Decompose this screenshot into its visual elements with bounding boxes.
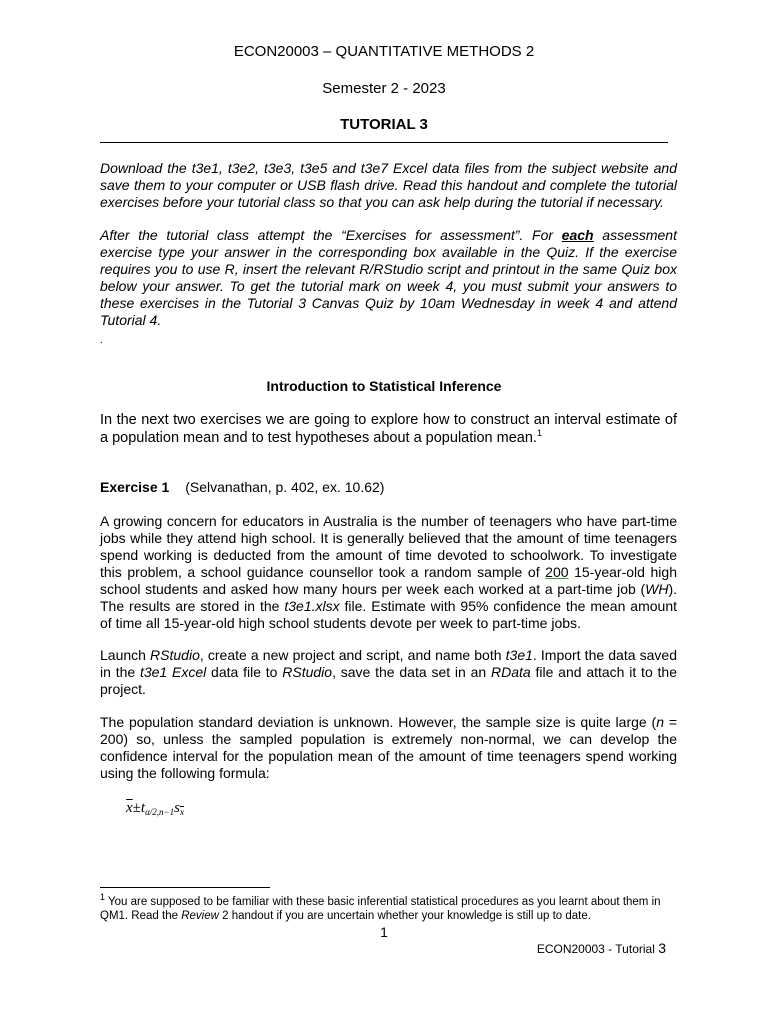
intro-paragraph-2 (100, 227, 677, 329)
footnote-ref: 1 (536, 428, 542, 439)
formula-s: s (174, 800, 180, 816)
variable-wh: WH (645, 581, 669, 597)
formula-xbar: $\overline{x}$ (126, 800, 133, 816)
ex1-p1-text-c: ). The results are stored in the (100, 581, 677, 614)
rstudio-name: RStudio (150, 647, 200, 663)
footnote-divider (100, 887, 270, 888)
ex1-p2-text-b: , create a new project and script, and name both (199, 647, 506, 663)
rstudio-name-2: RStudio (282, 664, 333, 680)
footnote-text-a: You are supposed to be familiar with these basic inferential statistical procedures as you learnt about them in QM1. Read the (100, 896, 661, 922)
variable-n: n (656, 714, 664, 730)
section-heading: Introduction to Statistical Inference (266, 378, 502, 394)
exercise-1-paragraph-3 (100, 714, 677, 782)
footer-label-text: ECON20003 - Tutorial (536, 942, 659, 956)
tutorial-title: TUTORIAL 3 (340, 116, 428, 133)
excel-file-name: t3e1 Excel (139, 664, 207, 680)
intro-p2-text-b: assessment exercise type your answer in the corresponding box available in the Quiz. If the exercise requires you to use R, insert the relevant R/RStudio script and printout in the same Quiz box below your answer. To get the tutorial mark on week 4, you must submit your answers to these exercises in the Tutorial 3 Canvas Quiz by 10am Wednesday in week 4 and attend Tutorial 4. (100, 227, 677, 328)
semester-label: Semester 2 - 2023 (322, 80, 446, 97)
intro-p2-text-a: After the tutorial class attempt the “Exercises for assessment”. For (100, 227, 562, 243)
formula-plus-minus: ± (132, 800, 141, 816)
course-title: ECON20003 – QUANTITATIVE METHODS 2 (233, 43, 535, 60)
ex1-p3-text-b: = 200) so, unless the sampled population is extremely non-normal, we can develop the confidence interval for the population mean of the amount of time teenagers spend working using the following formula: (100, 714, 677, 781)
project-name: t3e1 (505, 647, 533, 663)
stray-dot: . (100, 335, 103, 346)
exercise-1-heading (100, 479, 677, 496)
ex1-p2-text-e: , save the data set in an (332, 664, 491, 680)
exercise-reference: (Selvanathan, p. 402, ex. 10.62) (185, 479, 385, 495)
section-intro-text: In the next two exercises we are going to explore how to construct an interval estimate of a population mean and to test hypotheses about a population mean. (100, 412, 677, 446)
footer-label-number: 3 (658, 940, 666, 956)
ex1-p3-text-a: The population standard deviation is unknown. However, the sample size is quite large ( (100, 714, 657, 730)
confidence-interval-formula (126, 800, 184, 821)
exercise-label: Exercise 1 (100, 479, 170, 495)
sample-size-200: 200 (545, 564, 569, 580)
emphasis-each: each (561, 227, 594, 243)
exercise-1-paragraph-1 (100, 513, 677, 632)
section-intro (100, 411, 677, 447)
footnote-mark: 1 (100, 892, 106, 903)
ex1-p2-text-f: file and attach it to the project. (100, 664, 677, 697)
ex1-p2-text-d: data file to (206, 664, 283, 680)
page-number: 1 (380, 924, 388, 940)
file-name: t3e1.xlsx (284, 598, 340, 614)
rdata-name: RData (490, 664, 531, 680)
ex1-p2-text-a: Launch (100, 647, 151, 663)
formula-t-subscript: α/2,n−1 (145, 807, 175, 817)
intro-paragraph-1: Download the t3e1, t3e2, t3e3, t3e5 and t3e7 Excel data files from the subject website and save them to your computer or USB flash drive. Read this handout and complete the tutorial exercises before your tutorial class so that you can ask help during the tutorial if necessary. (100, 160, 677, 210)
ex1-p1-text-b: 15-year-old high school students and asked how many hours per week each worked at a part-time job ( (100, 564, 677, 597)
ex1-p1-text-d: file. Estimate with 95% confidence the mean amount of time all 15-year-old high school students devote per week to part-time jobs. (100, 598, 677, 631)
footnote-review: Review (181, 910, 219, 922)
formula-t: t (140, 800, 146, 816)
footnote-text-b: 2 handout if you are uncertain whether your knowledge is still up to date. (218, 910, 591, 922)
ex1-p1-text-a: A growing concern for educators in Australia is the number of teenagers who have part-time jobs while they attend high school. It is generally believed that the amount of time teenagers spend working is deducted from the amount of time devoted to schoolwork. To investigate this problem, a school guidance counsellor took a random sample of (100, 513, 677, 580)
header-divider (100, 142, 668, 143)
footnote (100, 892, 675, 923)
page-footer-label (537, 940, 666, 958)
exercise-1-paragraph-2 (100, 647, 677, 698)
formula-s-subscript: x (179, 807, 184, 817)
ex1-p2-text-c: . Import the data saved in the (100, 647, 677, 680)
